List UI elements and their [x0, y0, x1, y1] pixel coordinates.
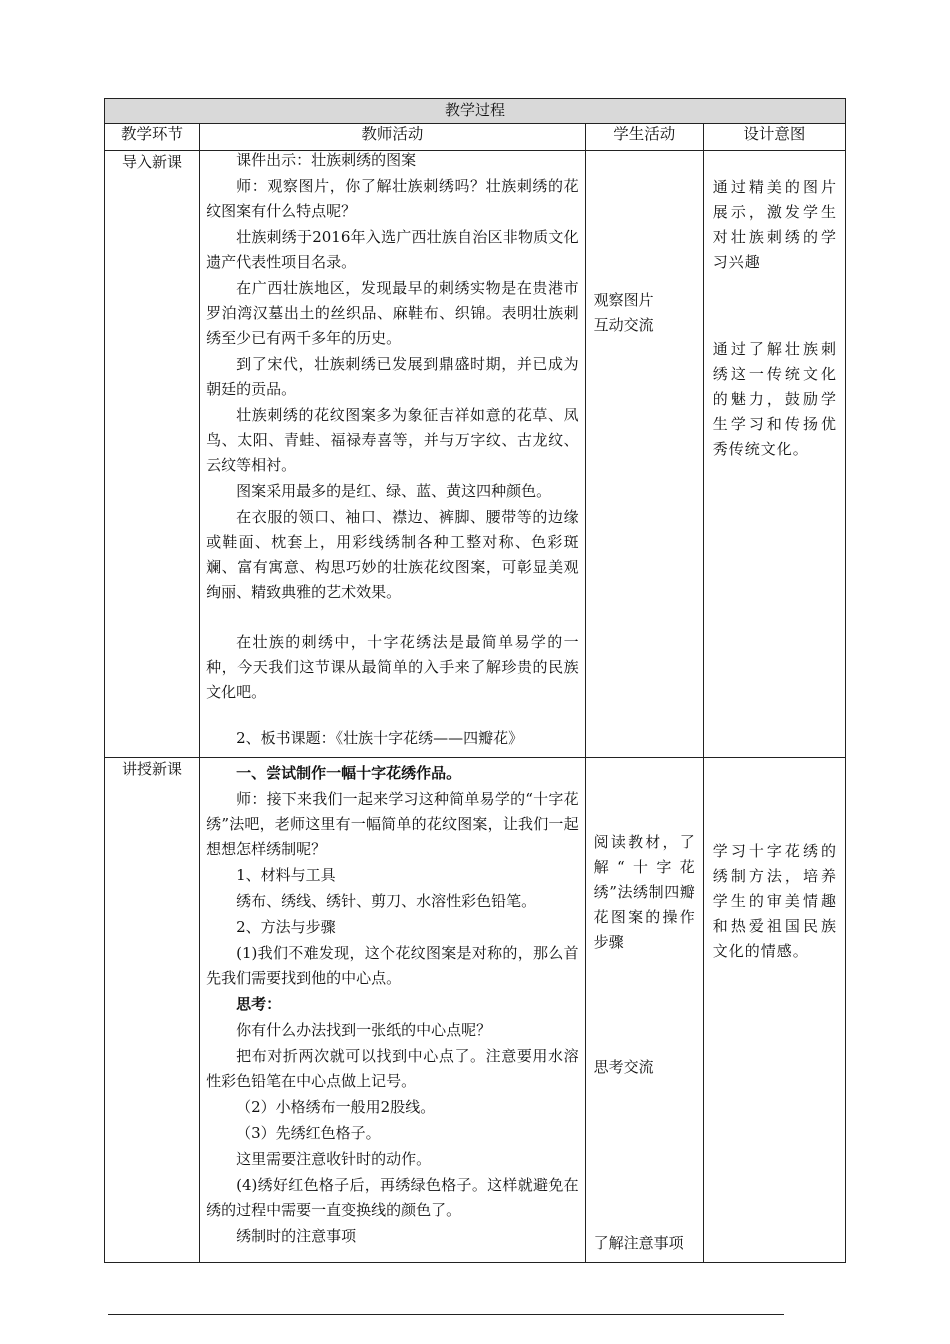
teacher-paragraph: 2、方法与步骤	[236, 918, 336, 936]
teacher-paragraph: （3）先绣红色格子。	[236, 1124, 381, 1142]
teacher-paragraph: (4)绣好红色格子后，再绣绿色格子。这样就避免在绣的过程中需要一直变换线的颜色了。	[206, 1176, 579, 1219]
teacher-paragraph: 2、板书课题：《壮族十字花绣——四瓣花》	[236, 729, 524, 747]
teacher-paragraph: 一、尝试制作一幅十字花绣作品。	[236, 764, 462, 782]
teacher-paragraph: 思考：	[236, 995, 282, 1013]
teacher-paragraph: 壮族刺绣于2016年入选广西壮族自治区非物质文化遗产代表性项目名录。	[206, 228, 579, 271]
header-teacher-activity: 教师活动	[200, 124, 586, 151]
teaching-process-table	[104, 98, 846, 1263]
teacher-paragraph: 到了宋代，壮族刺绣已发展到鼎盛时期，并已成为朝廷的贡品。	[206, 355, 579, 398]
student-activity-cell	[585, 151, 703, 758]
student-activity-text: 观察图片	[593, 291, 654, 309]
student-activity-text: 了解注意事项	[593, 1234, 684, 1252]
teacher-paragraph: 把布对折两次就可以找到中心点了。注意要用水溶性彩色铅笔在中心点做上记号。	[206, 1047, 579, 1090]
teacher-paragraph: 绣制时的注意事项	[236, 1227, 357, 1245]
student-activity-text: 思考交流	[593, 1058, 654, 1076]
design-intent-cell	[703, 758, 845, 1263]
design-intent-text: 通过精美的图片展示，激发学生对壮族刺绣的学习兴趣	[712, 178, 837, 271]
table-title-row	[105, 99, 846, 124]
teacher-paragraph: 图案采用最多的是红、绿、蓝、黄这四种颜色。	[236, 482, 552, 500]
stage-cell: 导入新课	[105, 151, 200, 758]
table-title: 教学过程	[105, 99, 846, 124]
table-row	[105, 151, 846, 758]
table-row	[105, 758, 846, 1263]
table-header-row	[105, 124, 846, 151]
student-activity-text: 阅读教材，了解“十字花绣”法绣制四瓣花图案的操作步骤	[593, 833, 695, 951]
teacher-activity-cell	[200, 758, 586, 1263]
design-intent-text: 学习十字花绣的绣制方法，培养学生的审美情趣和热爱祖国民族文化的情感。	[712, 842, 837, 960]
teacher-paragraph: (1)我们不难发现，这个花纹图案是对称的，那么首先我们需要找到他的中心点。	[206, 944, 579, 987]
teacher-paragraph: 师：接下来我们一起来学习这种简单易学的“十字花绣”法吧，老师这里有一幅简单的花纹图案，让我们一起想想怎样绣制呢？	[206, 790, 579, 858]
teacher-paragraph: 在衣服的领口、袖口、襟边、裤脚、腰带等的边缘或鞋面、枕套上，用彩线绣制各种工整对称、色彩斑斓、富有寓意、构思巧妙的壮族花纹图案，可彰显美观绚丽、精致典雅的艺术效果。	[206, 508, 579, 601]
teacher-paragraph: 壮族刺绣的花纹图案多为象征吉祥如意的花草、凤鸟、太阳、青蛙、福禄寿喜等，并与万字纹、古龙纹、云纹等相衬。	[206, 406, 579, 474]
teacher-paragraph: 绣布、绣线、绣针、剪刀、水溶性彩色铅笔。	[236, 892, 537, 910]
stage-cell: 讲授新课	[105, 758, 200, 1263]
teacher-paragraph: 在壮族的刺绣中，十字花绣法是最简单易学的一种，今天我们这节课从最简单的入手来了解珍贵的民族文化吧。	[206, 633, 579, 701]
teacher-paragraph: 课件出示：壮族刺绣的图案	[236, 151, 417, 169]
header-design-intent: 设计意图	[703, 124, 845, 151]
student-activity-text: 互动交流	[593, 316, 654, 334]
header-student-activity: 学生活动	[585, 124, 703, 151]
teacher-activity-cell	[200, 151, 586, 758]
teacher-paragraph: 在广西壮族地区，发现最早的刺绣实物是在贵港市罗泊湾汉墓出土的丝织品、麻鞋布、织锦。表明壮族刺绣至少已有两千多年的历史。	[206, 279, 579, 347]
teacher-paragraph: 你有什么办法找到一张纸的中心点呢？	[236, 1021, 492, 1039]
design-intent-text: 通过了解壮族刺绣这一传统文化的魅力，鼓励学生学习和传扬优秀传统文化。	[712, 340, 837, 458]
teacher-paragraph: 这里需要注意收针时的动作。	[236, 1150, 432, 1168]
footer-rule	[108, 1314, 784, 1315]
design-intent-cell	[703, 151, 845, 758]
teacher-paragraph: （2）小格绣布一般用2股线。	[236, 1098, 436, 1116]
student-activity-cell	[585, 758, 703, 1263]
header-stage: 教学环节	[105, 124, 200, 151]
teacher-paragraph: 师：观察图片，你了解壮族刺绣吗？壮族刺绣的花纹图案有什么特点呢？	[206, 177, 579, 220]
teacher-paragraph: 1、材料与工具	[236, 866, 336, 884]
